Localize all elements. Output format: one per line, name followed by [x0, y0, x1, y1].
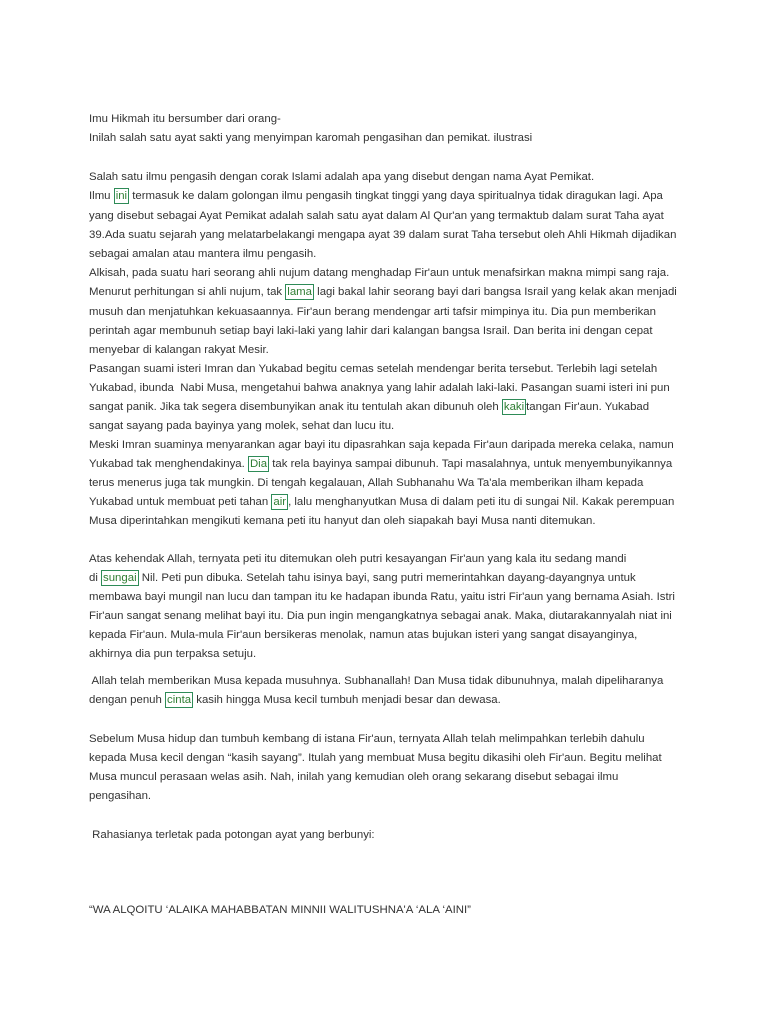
text-line: [89, 379, 670, 398]
text-segment: Inilah salah satu ayat sakti yang menyimpan karomah pengasihan dan pemikat. ilustrasi: [89, 132, 533, 144]
text-line: [89, 550, 626, 569]
text-segment: Rahasianya terletak pada potongan ayat yang berbunyi:: [89, 829, 375, 841]
text-segment: tak rela bayinya sampai dibunuh. Tapi masalahnya, untuk menyembunyikannya: [269, 458, 673, 470]
highlighted-link[interactable]: kaki: [503, 401, 525, 413]
text-segment: Alkisah, pada suatu hari seorang ahli nujum datang menghadap Fir'aun untuk menafsirkan makna mimpi sang raja.: [89, 267, 670, 279]
text-segment: Meski Imran suaminya menyarankan agar bayi itu dipasrahkan saja kepada Fir'aun daripada mereka celaka, namun: [89, 439, 674, 451]
text-segment: Yukabad tak menghendakinya.: [89, 458, 248, 470]
text-segment: terus menerus juga tak mungkin. Di tengah kegalauan, Allah Subhanahu Wa Ta'ala memberikan ilham kepada: [89, 477, 644, 489]
text-line: [89, 826, 375, 845]
text-segment: Menurut perhitungan si ahli nujum, tak: [89, 286, 286, 298]
highlighted-link[interactable]: sungai: [103, 572, 137, 584]
text-segment: sebagai amalan atau mantera ilmu pengasih.: [89, 248, 317, 260]
text-line: [89, 730, 645, 749]
text-line: [89, 901, 471, 920]
text-segment: Yukabad, ibunda Nabi Musa, mengetahui bahwa anaknya yang lahir adalah laki-laki. Pasangan suami isteri ini pun: [89, 382, 670, 394]
text-line: [89, 283, 677, 302]
text-segment: perintah agar membunuh setiap bayi laki-laki yang lahir dari kalangan bangsa Israil. Dan berita ini dengan cepat: [89, 325, 653, 337]
highlighted-link[interactable]: lama: [287, 286, 312, 298]
text-segment: Yukabad untuk membuat peti tahan: [89, 496, 272, 508]
text-line: [89, 569, 636, 588]
text-segment: membawa bayi mungil nan lucu dan tampan itu ke hadapan ibunda Ratu, yaitu istri Fir'aun yang bernama Asiah. Istri: [89, 591, 675, 603]
text-line: [89, 129, 532, 148]
text-segment: akhirnya dia pun terpaksa setuju.: [89, 648, 257, 660]
text-line: [89, 322, 653, 341]
text-line: [89, 607, 672, 626]
text-segment: Musa muncul perasaan welas asih. Nah, inilah yang kemudian oleh orang sekarang disebut sebagai ilmu: [89, 771, 619, 783]
text-segment: termasuk ke dalam golongan ilmu pengasih tingkat tinggi yang daya spiritualnya tidak diragukan lagi. Apa: [129, 190, 663, 202]
highlighted-link[interactable]: cinta: [167, 694, 192, 706]
text-line: [89, 672, 663, 691]
text-line: [89, 245, 316, 264]
text-line: [89, 341, 269, 360]
text-segment: Pasangan suami isteri Imran dan Yukabad begitu cemas setelah mendengar berita tersebut. Terlebih lagi setelah: [89, 363, 658, 375]
text-line: [89, 168, 594, 187]
text-line: [89, 207, 664, 226]
text-segment: Sebelum Musa hidup dan tumbuh kembang di istana Fir'aun, ternyata Allah telah melimpahkan terlebih dahulu: [89, 733, 645, 745]
text-line: [89, 645, 256, 664]
text-line: [89, 588, 675, 607]
text-segment: sangat sayang pada bayinya yang molek, sehat dan lucu itu.: [89, 420, 395, 432]
text-line: [89, 187, 663, 206]
text-line: [89, 417, 394, 436]
text-segment: kasih hingga Musa kecil tumbuh menjadi besar dan dewasa.: [193, 694, 501, 706]
text-line: [89, 436, 674, 455]
highlighted-link[interactable]: air: [273, 496, 287, 508]
text-segment: Salah satu ilmu pengasih dengan corak Islami adalah apa yang disebut dengan nama Ayat Pemikat.: [89, 171, 595, 183]
text-line: [89, 768, 618, 787]
text-segment: Ilmu: [89, 190, 114, 202]
text-line: [89, 226, 676, 245]
text-segment: pengasihan.: [89, 790, 152, 802]
text-segment: kepada Fir'aun. Mula-mula Fir'aun bersikeras menolak, namun atas bujukan isteri yang sangat disayanginya,: [89, 629, 638, 641]
text-line: [89, 455, 672, 474]
text-segment: lagi bakal lahir seorang bayi dari bangsa Israil yang kelak akan menjadi: [314, 286, 677, 298]
text-segment: yang disebut sebagai Ayat Pemikat adalah salah satu ayat dalam Al Qur'an yang termaktub dalam surat Taha ayat: [89, 210, 664, 222]
text-segment: 39.Ada suatu sejarah yang melatarbelakangi mengapa ayat 39 dalam surat Taha tersebut oleh Ahli Hikmah dijadikan: [89, 229, 677, 241]
text-line: [89, 264, 669, 283]
text-segment: kepada Musa kecil dengan “kasih sayang”. Itulah yang membuat Musa begitu dikasihi oleh Fir'aun. Begitu melihat: [89, 752, 662, 764]
text-line: [89, 626, 637, 645]
text-line: [89, 360, 657, 379]
text-line: [89, 787, 151, 806]
highlighted-link[interactable]: ini: [115, 190, 128, 202]
text-segment: sangat panik. Jika tak segera disembunyikan anak itu tentulah akan dibunuh oleh: [89, 401, 502, 413]
text-segment: Musa diperintahkan mengikuti kemana peti itu hanyut dan oleh siapakah bayi Musa nanti ditemukan.: [89, 515, 596, 527]
text-segment: tangan Fir'aun. Yukabad: [526, 401, 650, 413]
text-line: [89, 512, 596, 531]
text-segment: “WA ALQOITU ‘ALAIKA MAHABBATAN MINNII WALITUSHNA'A ‘ALA ‘AINI”: [89, 904, 471, 916]
text-segment: Fir'aun sangat senang melihat bayi itu. Dia pun ingin mengangkatnya sebagai anak. Maka, diutarakannyalah niat ini: [89, 610, 672, 622]
text-line: [89, 493, 674, 512]
text-line: [89, 110, 281, 129]
text-line: [89, 749, 662, 768]
text-segment: menyebar di kalangan rakyat Mesir.: [89, 344, 269, 356]
text-line: [89, 474, 643, 493]
text-segment: Allah telah memberikan Musa kepada musuhnya. Subhanallah! Dan Musa tidak dibunuhnya, malah dipeliharanya: [89, 675, 664, 687]
text-segment: , lalu menghanyutkan Musa di dalam peti itu di sungai Nil. Kakak perempuan: [288, 496, 675, 508]
text-line: [89, 398, 649, 417]
text-segment: dengan penuh: [89, 694, 166, 706]
text-segment: musuh dan menjatuhkan kekuasaannya. Fir'aun berang mendengar arti tafsir mimpinya itu. Dia pun memberikan: [89, 306, 656, 318]
text-segment: Imu Hikmah itu bersumber dari orang-: [89, 113, 281, 125]
text-segment: di: [89, 572, 102, 584]
highlighted-link[interactable]: Dia: [249, 458, 268, 470]
text-segment: Atas kehendak Allah, ternyata peti itu ditemukan oleh putri kesayangan Fir'aun yang kala itu sedang mandi: [89, 553, 627, 565]
text-line: [89, 303, 656, 322]
text-line: [89, 691, 501, 710]
text-segment: Nil. Peti pun dibuka. Setelah tahu isinya bayi, sang putri memerintahkan dayang-dayangnya untuk: [138, 572, 636, 584]
